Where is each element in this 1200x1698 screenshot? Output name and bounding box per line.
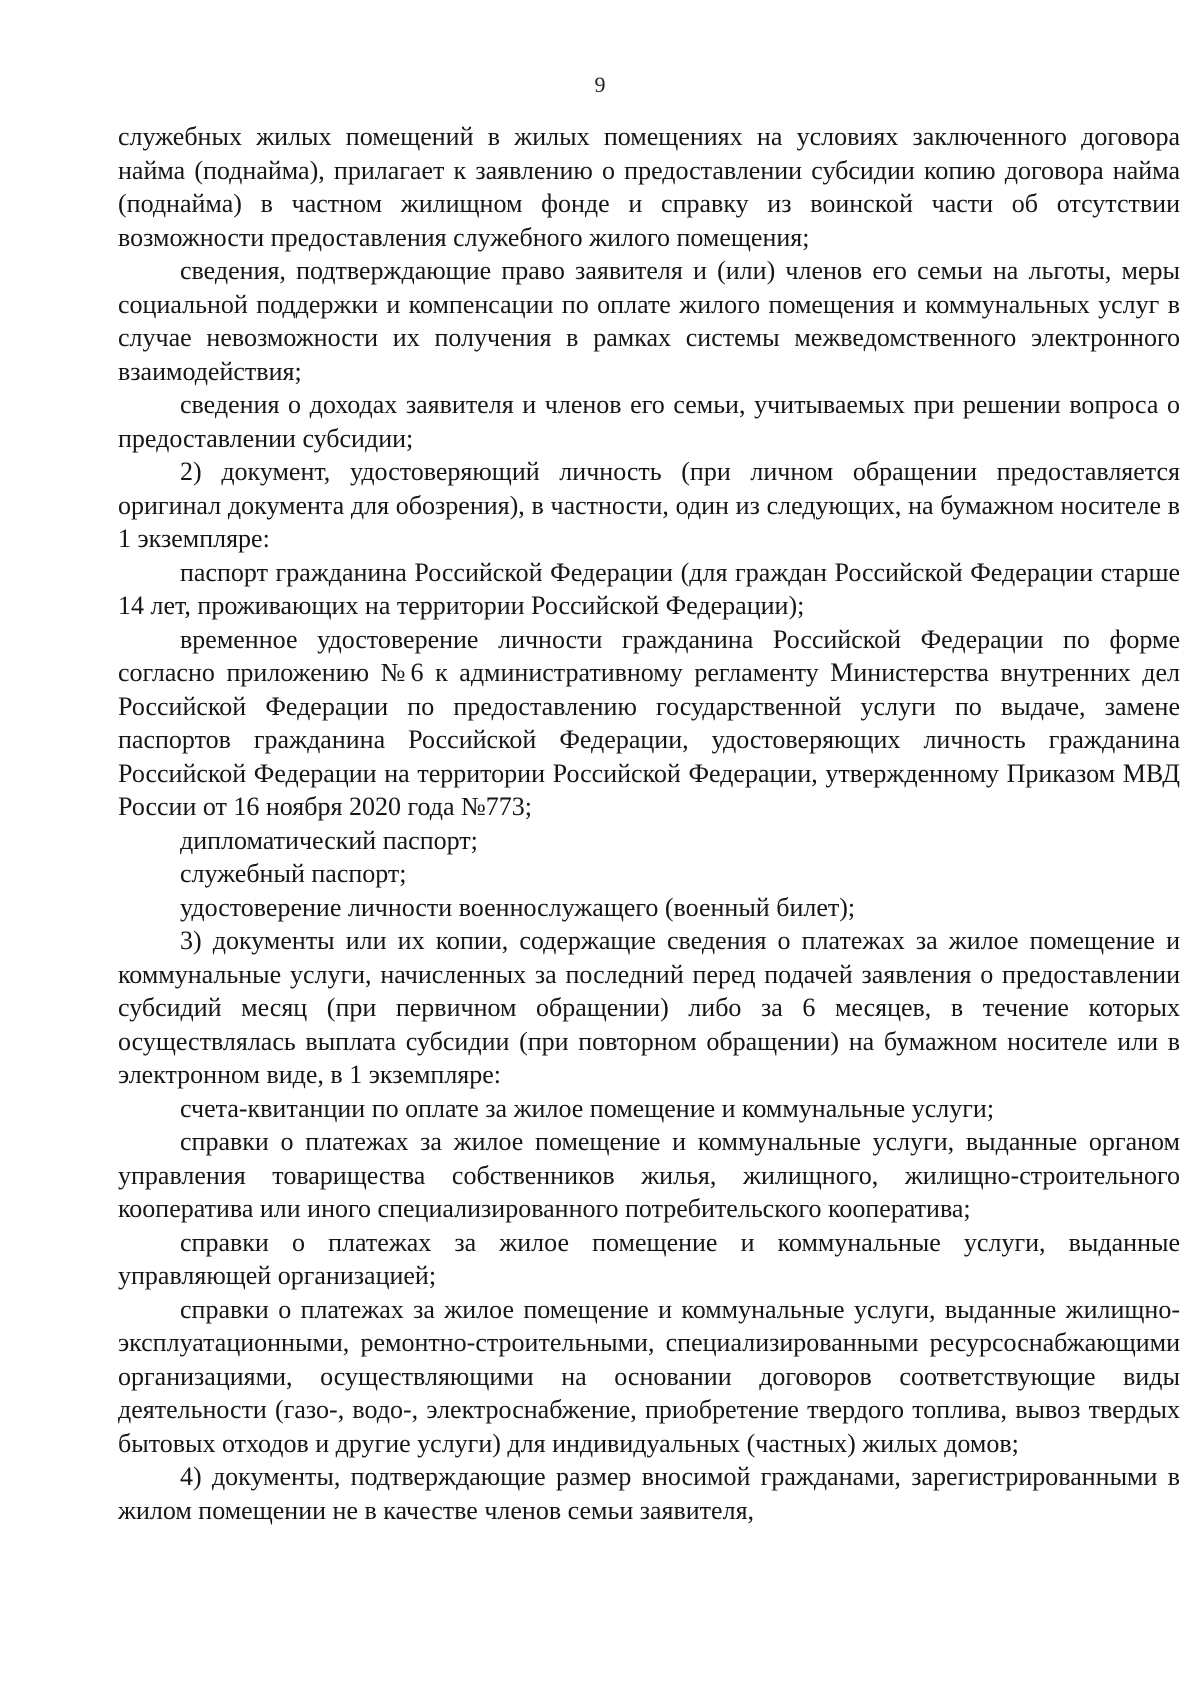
paragraph-temporary-id: временное удостоверение личности гражданина Российской Федерации по форме согласно приложению №6 к административному регламенту Министерства внутренних дел Российской Федерации по предоставлению государственной услуги по выдаче, замене паспортов гражданина Российской Федерации, удостоверяющих личность гражданина Российской Федерации на территории Российской Федерации, утвержденному Приказом МВД России от 16 ноября 2020 года №773;	[118, 624, 1180, 821]
paragraph-passport: паспорт гражданина Российской Федерации (для граждан Российской Федерации старше 14 лет, проживающих на территории Российской Федерации);	[118, 557, 1180, 620]
paragraph-benefits-info: сведения, подтверждающие право заявителя и (или) членов его семьи на льготы, меры социальной поддержки и компенсации по оплате жилого помещения и коммунальных услуг в случае невозможности их получения в рамках системы межведомственного электронного взаимодействия;	[118, 256, 1180, 386]
paragraph-utility-org-certificates: справки о платежах за жилое помещение и коммунальные услуги, выданные жилищно-эксплуатационными, ремонтно-строительными, специализированными ресурсоснабжающими организациями, осуществляющими на основании договоров соответствующие виды деятельности (газо-, водо-, электроснабжение, приобретение твердого топлива, вывоз твердых бытовых отходов и другие услуги) для индивидуальных (частных) жилых домов;	[118, 1294, 1180, 1458]
paragraph-continuation: служебных жилых помещений в жилых помещениях на условиях заключенного договора найма (поднайма), прилагает к заявлению о предоставлении субсидии копию договора найма (поднайма) в частном жилищном фонде и справку из воинской части об отсутствии возможности предоставления служебного жилого помещения;	[118, 122, 1180, 252]
paragraph-service-passport: служебный паспорт;	[180, 859, 407, 888]
paragraph-item-4-documents: 4) документы, подтверждающие размер вносимой гражданами, зарегистрированными в жилом помещении не в качестве членов семьи заявителя,	[118, 1462, 1180, 1525]
paragraph-diplomatic-passport: дипломатический паспорт;	[180, 825, 478, 855]
paragraph-management-company-certificates: справки о платежах за жилое помещение и коммунальные услуги, выданные управляющей организацией;	[118, 1227, 1180, 1290]
paragraph-item-2-identity-document: 2) документ, удостоверяющий личность (при личном обращении предоставляется оригинал документа для обозрения), в частности, один из следующих, на бумажном носителе в 1 экземпляре:	[118, 457, 1180, 553]
paragraph-item-3-payment-documents: 3) документы или их копии, содержащие сведения о платежах за жилое помещение и коммунальные услуги, начисленных за последний перед подачей заявления о предоставлении субсидий месяц (при первичном обращении) либо за 6 месяцев, в течение которых осуществлялась выплата субсидии (при повторном обращении) на бумажном носителе или в электронном виде, в 1 экземпляре:	[118, 926, 1180, 1089]
paragraph-military-id: удостоверение личности военнослужащего (военный билет);	[180, 892, 856, 922]
document-body	[118, 120, 1180, 1527]
paragraph-income-info: сведения о доходах заявителя и членов его семьи, учитываемых при решении вопроса о предоставлении субсидии;	[118, 390, 1180, 453]
page-number: 9	[594, 72, 606, 97]
paragraph-hoa-certificates: справки о платежах за жилое помещение и коммунальные услуги, выданные органом управления товарищества собственников жилья, жилищного, жилищно-строительного кооператива или иного специализированного потребительского кооператива;	[118, 1127, 1180, 1223]
paragraph-invoices: счета-квитанции по оплате за жилое помещение и коммунальные услуги;	[180, 1093, 995, 1123]
